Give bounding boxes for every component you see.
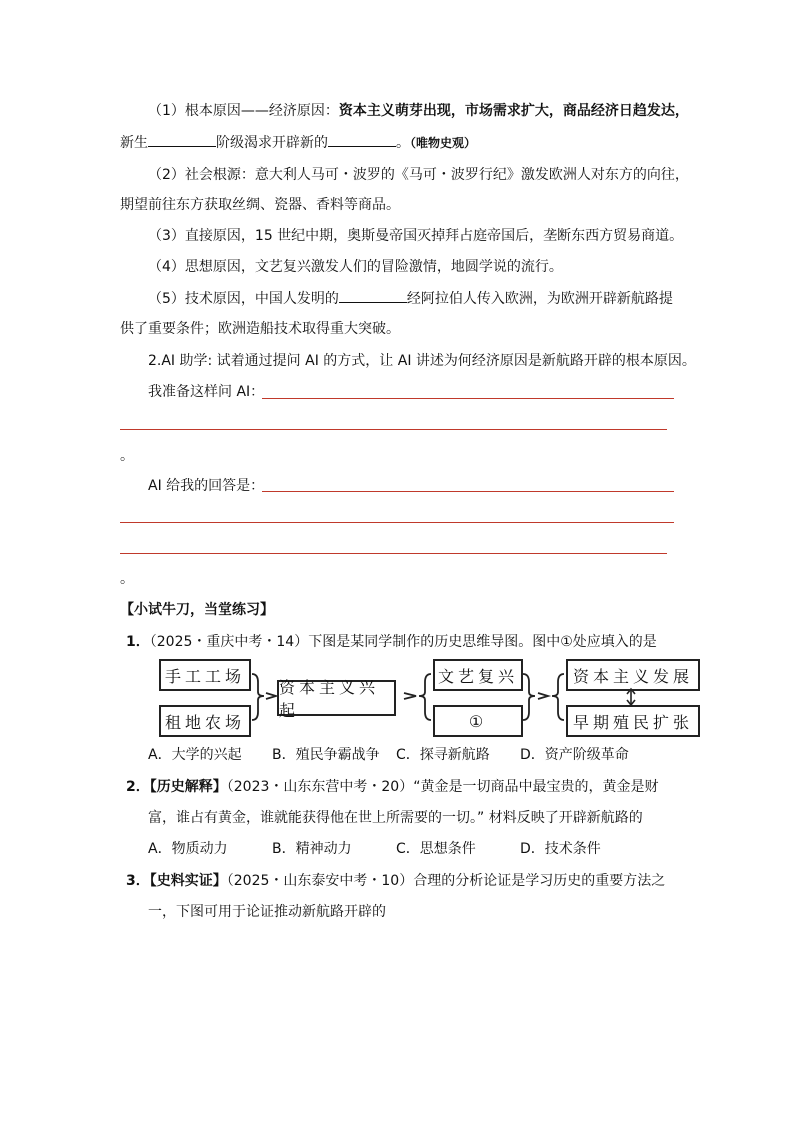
p4-line: （4）思想原因，文艺复兴激发人们的冒险激情，地圆学说的流行。 <box>148 259 563 275</box>
q2-line2: 富，谁占有黄金，谁就能获得他在世上所需要的一切。” 材料反映了开辟新航路的 <box>148 810 643 826</box>
q3-line2: 一，下图可用于论证推动新航路开辟的 <box>148 904 386 920</box>
diagram-box-leased-farm: 租地农场 <box>159 705 251 737</box>
q1-option-c[interactable]: C．探寻新航路 <box>396 747 490 763</box>
diagram-box-handicraft-workshop: 手工工场 <box>159 659 251 691</box>
diagram-box-capitalism-development: 资本主义发展 <box>566 659 700 691</box>
period: 。 <box>120 448 134 464</box>
ai-answer-label: AI 给我的回答是： <box>148 478 265 494</box>
p2-line2: 期望前往东方获取丝绸、瓷器、香料等商品。 <box>120 197 400 213</box>
arrow-right-icon <box>538 693 548 699</box>
q1-option-b[interactable]: B．殖民争霸战争 <box>272 747 380 763</box>
diagram-box-early-colonial-expansion: 早期殖民扩张 <box>566 705 700 737</box>
diagram-box-blank-1[interactable]: ① <box>433 705 523 737</box>
p1-note: （唯物史观） <box>410 136 477 150</box>
p3-line: （3）直接原因，15 世纪中期，奥斯曼帝国灭掉拜占庭帝国后，垄断东西方贸易商道。 <box>148 228 684 244</box>
ai-ask-label: 我准备这样问 AI： <box>148 384 265 400</box>
diagram-box-rise-of-capitalism: 资本主义兴起 <box>277 680 396 716</box>
q1-option-a[interactable]: A．大学的兴起 <box>148 747 242 763</box>
brace-icon <box>523 674 535 720</box>
p5-line1: （5）技术原因，中国人发明的 经阿拉伯人传入欧洲，为欧洲开辟新航路提 <box>148 288 673 309</box>
q3-tag: 【史料实证】 <box>149 873 227 889</box>
p1-line1-bold: 资本主义萌芽出现，市场需求扩大，商品经济日趋发达， <box>338 103 689 119</box>
brace-icon <box>552 674 564 720</box>
q2-option-c[interactable]: C．思想条件 <box>396 841 476 857</box>
ai-title: 2.AI 助学: 试着通过提问 AI 的方式，让 AI 讲述为何经济原因是新航路开辟的根本原因。 <box>148 353 696 369</box>
arrow-right-icon <box>404 693 416 699</box>
section-title: 【小试牛刀，当堂练习】 <box>120 602 274 618</box>
q2-options <box>148 839 601 859</box>
q1-line: 1．（2025・重庆中考・14）下图是某同学制作的历史思维导图。图中①处应填入的是 <box>126 634 657 650</box>
q2-tag: 【历史解释】 <box>149 779 227 795</box>
p2-line1: （2）社会根源：意大利人马可・波罗的《马可・波罗行纪》激发欧洲人对东方的向往， <box>148 167 689 183</box>
p5-line2: 供了重要条件；欧洲造船技术取得重大突破。 <box>120 321 400 337</box>
q2-option-d[interactable]: D．技术条件 <box>520 841 601 857</box>
diagram-box-renaissance: 文艺复兴 <box>433 659 523 691</box>
q2-option-a[interactable]: A．物质动力 <box>148 841 228 857</box>
brace-icon <box>252 674 264 720</box>
arrow-right-icon <box>266 693 276 699</box>
brace-icon <box>419 674 431 720</box>
q2-option-b[interactable]: B．精神动力 <box>272 841 352 857</box>
p1-line1: （1）根本原因——经济原因：资本主义萌芽出现，市场需求扩大，商品经济日趋发达， <box>148 103 689 119</box>
q1-options <box>148 745 629 765</box>
q2-line1: 2．【历史解释】（2023・山东东营中考・20）“黄金是一切商品中最宝贵的，黄金是财 <box>126 779 659 795</box>
q1-option-d[interactable]: D．资产阶级革命 <box>520 747 629 763</box>
period: 。 <box>120 571 134 587</box>
p1-line2: 新生 阶级渴求开辟新的 。（唯物史观） <box>120 132 476 153</box>
q3-line1: 3．【史料实证】（2025・山东泰安中考・10）合理的分析论证是学习历史的重要方法之 <box>126 873 666 889</box>
